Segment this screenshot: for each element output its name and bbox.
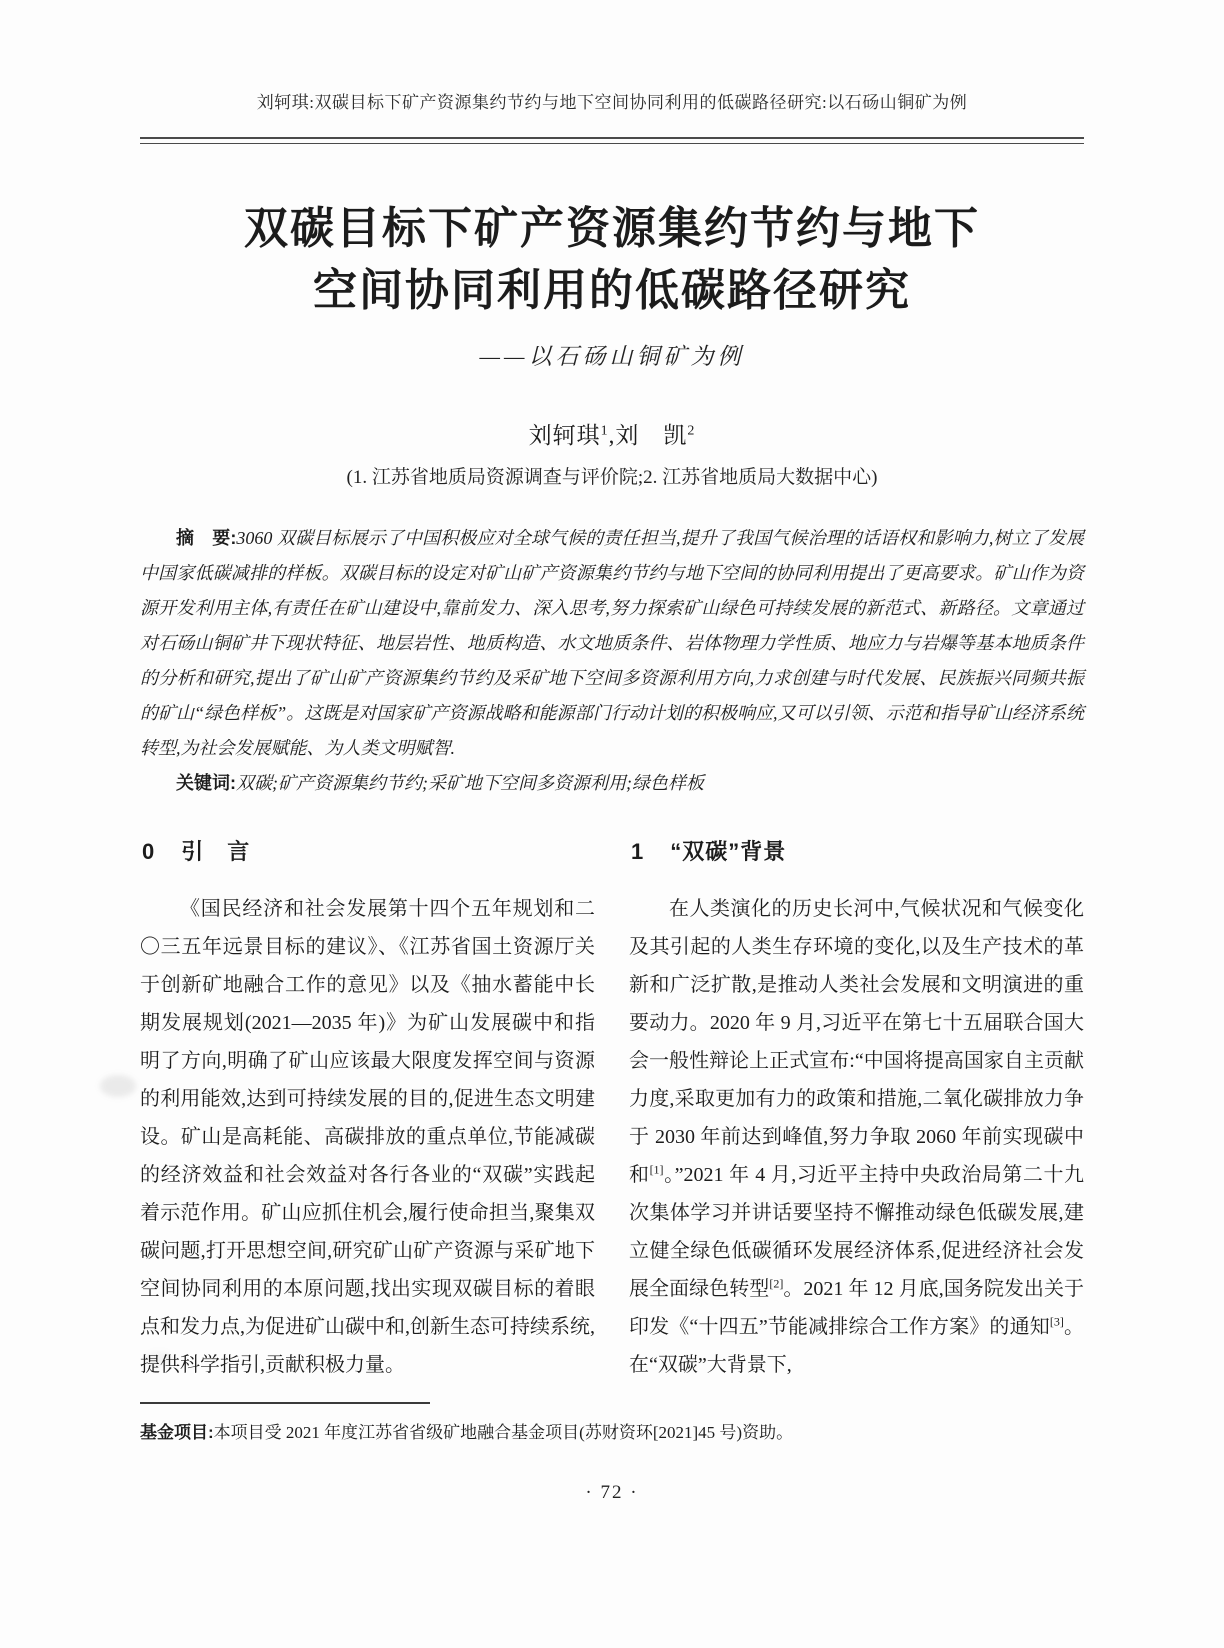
title-line-1: 双碳目标下矿产资源集约节约与地下: [244, 204, 980, 253]
author-2-affiliation-mark: 2: [687, 423, 696, 439]
article-title: [140, 198, 1084, 322]
footnote-divider: [140, 1402, 430, 1404]
citation-ref-1: [1]: [649, 1162, 664, 1177]
keywords-line: [140, 766, 1084, 801]
section-1-text: 在人类演化的历史长河中,气候状况和气候变化及其引起的人类生存环境的变化,以及生产技术的革新和广泛扩散,是推动人类社会发展和文明演进的重要动力。2020 年 9 月,习近平在第七十五届联合国大会一般性辩论上正式宣布:“中国将提高国家自主贡献力度,采取更加有力的政策和措施,二氧化碳排放力争于 2030 年前达到峰值,努力争取 2060 年前实现碳中和: [629, 898, 1084, 1186]
keywords-text: 双碳;矿产资源集约节约;采矿地下空间多资源利用;绿色样板: [236, 773, 704, 793]
section-1-text: 。2021 年 12 月底,国务院发出关于印发《“十四五”节能减排综合工作方案》的通知: [629, 1278, 1085, 1338]
section-1-number: 1: [631, 839, 645, 864]
section-1-title: “双碳”背景: [670, 839, 787, 864]
title-line-2: 空间协同利用的低碳路径研究: [313, 266, 911, 315]
author-1-affiliation-mark: 1: [600, 423, 609, 439]
two-column-body: [140, 827, 1084, 1384]
abstract-text: 3060 双碳目标展示了中国积极应对全球气候的责任担当,提升了我国气候治理的话语权和影响力,树立了发展中国家低碳减排的样板。双碳目标的设定对矿山矿产资源集约节约与地下空间的协同利用提出了更高要求。矿山作为资源开发利用主体,有责任在矿山建设中,靠前发力、深入思考,努力探索矿山绿色可持续发展的新范式、新路径。文章通过对石砀山铜矿井下现状特征、地层岩性、地质构造、水文地质条件、岩体物理力学性质、地应力与岩爆等基本地质条件的分析和研究,提出了矿山矿产资源集约节约及采矿地下空间多资源利用方向,力求创建与时代发展、民族振兴同频共振的矿山“绿色样板”。这既是对国家矿产资源战略和能源部门行动计划的积极响应,又可以引领、示范和指导矿山经济系统转型,为社会发展赋能、为人类文明赋智.: [140, 528, 1085, 758]
funding-label: 基金项目:: [140, 1423, 214, 1442]
section-0-paragraph: 《国民经济和社会发展第十四个五年规划和二〇三五年远景目标的建议》、《江苏省国土资源厅关于创新矿地融合工作的意见》以及《抽水蓄能中长期发展规划(2021—2035 年)》为矿山发展碳中和指明了方向,明确了矿山应该最大限度发挥空间与资源的利用能效,达到可持续发展的目的,促进生态文明建设。矿山是高耗能、高碳排放的重点单位,节能减碳的经济效益和社会效益对各行各业的“双碳”实践起着示范作用。矿山应抓住机会,履行使命担当,聚集双碳问题,打开思想空间,研究矿山矿产资源与采矿地下空间协同利用的本原问题,找出实现双碳目标的着眼点和发力点,为促进矿山碳中和,创新生态可持续系统,提供科学指引,贡献积极力量。: [140, 898, 595, 1376]
citation-ref-2: [2]: [769, 1276, 784, 1291]
section-0-heading: [142, 835, 595, 866]
abstract-paragraph: [140, 521, 1084, 766]
section-1-text: 。在“双碳”大背景下,: [629, 1316, 1084, 1376]
affiliation-line: (1. 江苏省地质局资源调查与评价院;2. 江苏省地质局大数据中心): [346, 467, 878, 488]
running-header: 刘轲琪:双碳目标下矿产资源集约节约与地下空间协同利用的低碳路径研究:以石砀山铜矿为例: [256, 93, 968, 112]
author-separator: ,: [608, 423, 616, 448]
header-divider: [140, 137, 1084, 144]
page-content: [140, 0, 1084, 1504]
right-column: [629, 827, 1084, 1384]
section-1-paragraph: [629, 890, 1084, 1384]
keywords-label: 关键词:: [176, 773, 236, 793]
page-number: · 72 ·: [585, 1482, 639, 1503]
section-1-heading: [631, 835, 1084, 866]
funding-text: 本项目受 2021 年度江苏省省级矿地融合基金项目(苏财资环[2021]45 号)资助。: [213, 1423, 794, 1442]
abstract-label: 摘 要:: [176, 528, 237, 548]
left-column: [140, 827, 595, 1384]
article-subtitle: ——以石砀山铜矿为例: [479, 344, 745, 369]
section-0-number: 0: [142, 839, 156, 864]
citation-ref-3: [3]: [1049, 1314, 1064, 1329]
section-1-text: 。”2021 年 4 月,习近平主持中央政治局第二十九次集体学习并讲话要坚持不懈推动绿色低碳发展,建立健全绿色低碳循环发展经济体系,促进经济社会发展全面绿色转型: [629, 1164, 1084, 1300]
funding-note: [140, 1418, 1084, 1448]
author-1-name: 刘轲琪: [528, 423, 601, 448]
scan-artifact: [100, 1075, 136, 1097]
author-line: [140, 417, 1084, 450]
section-0-title: 引 言: [181, 839, 251, 864]
author-2-name: 刘 凯: [615, 423, 688, 448]
